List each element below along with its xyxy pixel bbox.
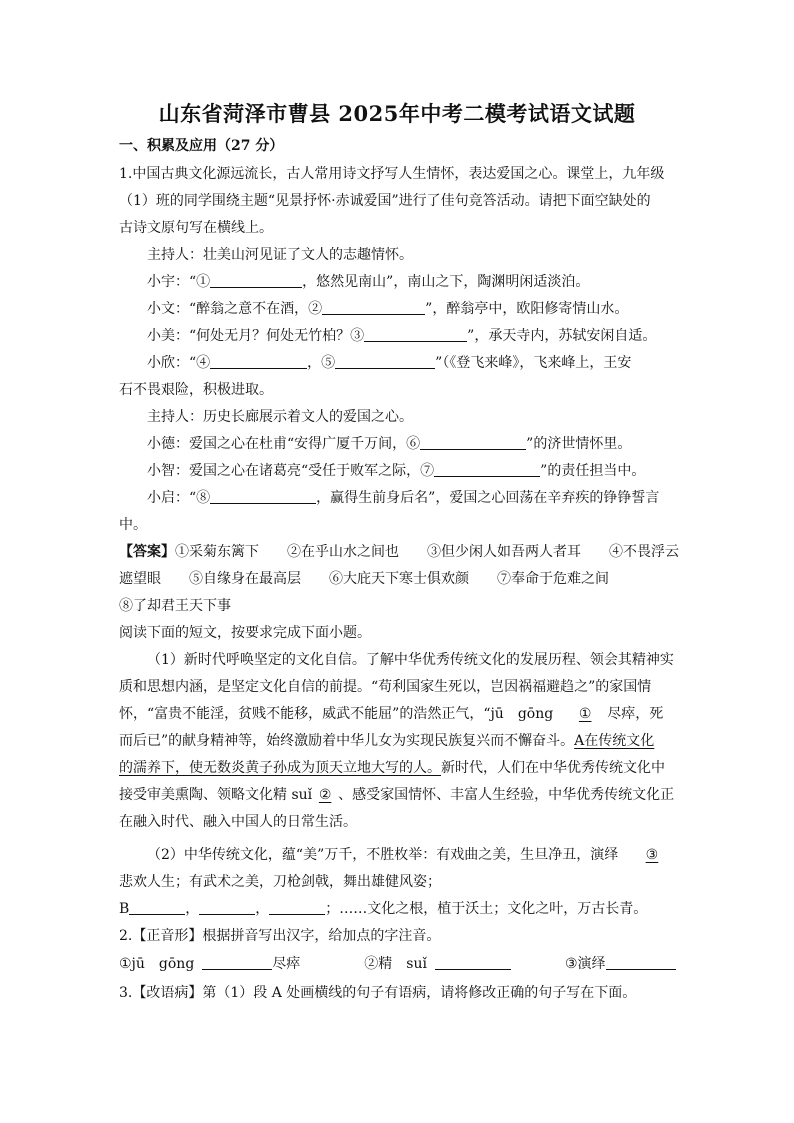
para2-line2: 悲欢人生；有武术之美，刀枪剑戟，舞出雄健风姿； (119, 874, 441, 890)
xiaoxin-text-c: ”（《登飞来峰》，飞来峰上，王安 (435, 355, 632, 371)
blank-1[interactable] (210, 272, 302, 288)
host-line-1: 主持人：壮美山河见证了文人的志趣情怀。 (147, 247, 413, 263)
xiaoqi-text-b: ，赢得生前身后名”，爱国之心回荡在辛弃疾的铮铮誓言 (316, 490, 660, 506)
xiaode-text-a: 小德：爱国之心在杜甫“安得广厦千万间，⑥ (147, 436, 421, 452)
xiaowen-text-a: 小文：“醉翁之意不在酒，② (147, 301, 323, 317)
answer-line-2 (119, 569, 609, 589)
xiaoqi-line (147, 488, 659, 508)
q1-line1: 1.中国古典文化源远流长，古人常用诗文抒写人生情怀，表达爱国之心。课堂上，九年级 (119, 166, 665, 182)
para1-line4-text: 而后已”的献身精神等，始终激励着中华儿女为实现民族复兴而不懈奋斗。 (119, 733, 575, 749)
q2-title: 2.【正音形】根据拼音写出汉字，给加点的字注音。 (119, 928, 441, 944)
blank-b-3[interactable] (269, 899, 325, 915)
para1-line3 (119, 704, 663, 724)
xiaomei-line (147, 326, 656, 346)
comma-1: ， (185, 901, 200, 917)
q2-blank-3[interactable] (606, 954, 676, 970)
q1-line3: 古诗文原句写在横线上。 (119, 220, 273, 236)
xiaowen-text-b: ”，醉翁亭中，欧阳修寄情山水。 (425, 301, 629, 317)
blank-pinyin-2[interactable]: ② (318, 787, 332, 803)
xiaowen-line (147, 299, 628, 319)
page-title: 山东省菏泽市曹县 2025年中考二模考试语文试题 (158, 101, 636, 126)
answer-6: ⑥大庇天下寒士俱欢颜 (329, 571, 469, 587)
semicolon: ； (325, 901, 340, 917)
xiaoyu-text-a: 小宇：“① (147, 274, 211, 290)
q2-item3-label: ③演绎 (564, 956, 606, 972)
xiaode-text-b: ”的济世情怀里。 (526, 436, 632, 452)
xiaoqi-line-2: 中。 (119, 517, 147, 533)
q2-item1-label: ①jū gōng (119, 956, 195, 972)
xiaoxin-text-b: ，⑤ (307, 355, 336, 371)
xiaoyu-text-b: ，悠然见南山”，南山之下，陶渊明闲适淡泊。 (302, 274, 590, 290)
para2-line1-text: （2）中华传统文化，蕴“美”万千，不胜枚举：有戏曲之美，生旦净丑，演绎 (147, 847, 619, 863)
answer-line-3: ⑧了却君王天下事 (119, 598, 231, 614)
para1-line4 (119, 731, 654, 751)
q2-item2-label: ②精 suǐ (364, 956, 427, 972)
host-line-2: 主持人：历史长廊展示着文人的爱国之心。 (147, 409, 413, 425)
blank-7[interactable] (434, 461, 540, 477)
blank-6[interactable] (420, 434, 526, 450)
reading-intro: 阅读下面的短文，按要求完成下面小题。 (119, 625, 371, 641)
blank-pinyin-1[interactable]: ① (578, 706, 592, 722)
para1-line5-text: 新时代，人们在中华优秀传统文化中 (441, 760, 665, 776)
answer-line-1 (119, 542, 679, 562)
para1-line2: 质和思想内涵，是坚定文化自信的前提。“苟利国家生死以，岂因祸福避趋之”的家国情 (119, 679, 652, 695)
xiaozhi-line (147, 461, 645, 481)
blank-3[interactable] (364, 326, 467, 342)
para1-line6 (119, 785, 674, 805)
blank-2[interactable] (322, 299, 425, 315)
xiaozhi-text-b: ”的责任担当中。 (540, 463, 646, 479)
xiaode-line (147, 434, 631, 454)
xiaoqi-text-a: 小启：“⑧ (147, 490, 211, 506)
q2-blank-2[interactable] (435, 954, 511, 970)
answer-3: ③但少闲人如吾两人者耳 (427, 544, 581, 560)
para2-line3-text: ……文化之根，植于沃土；文化之叶，万古长青。 (339, 901, 648, 917)
para1-line1: （1）新时代呼唤坚定的文化自信。了解中华优秀传统文化的发展历程、领会其精神实 (147, 652, 674, 668)
para1-line3-text: 怀，“富贵不能淫，贫贱不能移，威武不能屈”的浩然正气，“jū gōng (119, 706, 554, 722)
comma-2: ， (255, 901, 270, 917)
para1-line7: 在融入时代、融入中国人的日常生活。 (119, 814, 357, 830)
q2-blank-1[interactable] (202, 954, 272, 970)
q2-item1-word: 尽瘁 (272, 956, 301, 972)
xiaomei-text-b: ”，承天寺内，苏轼安闲自适。 (467, 328, 657, 344)
sentence-a-underline-1: A在传统文化 (574, 733, 655, 749)
answer-4: ④不畏浮云 (609, 544, 679, 560)
answer-4b: 遮望眼 (119, 571, 161, 587)
para2-line3 (119, 899, 647, 919)
xiaoxin-line (147, 353, 631, 373)
q3-title: 3.【改语病】第（1）段 A 处画横线的句子有语病，请将修改正确的句子写在下面。 (119, 985, 637, 1001)
xiaoxin-line-2: 石不畏艰险，积极进取。 (119, 382, 273, 398)
blank-4[interactable] (210, 353, 307, 369)
sentence-a-underline-2: 的濡养下，使无数炎黄子孙成为顶天立地大写的人。 (119, 760, 441, 776)
answer-1: ①采菊东篱下 (175, 544, 259, 560)
para1-line6-text-a: 接受审美熏陶、领略文化精 suǐ (119, 787, 313, 803)
blank-b-1[interactable] (129, 899, 185, 915)
para2-line1 (147, 845, 658, 865)
xiaomei-text-a: 小美：“何处无月？何处无竹柏？③ (147, 328, 365, 344)
answer-7: ⑦奉命于危难之间 (497, 571, 609, 587)
blank-8[interactable] (210, 488, 316, 504)
q1-line2: （1）班的同学围绕主题“见景抒怀·赤诚爱国”进行了佳句竞答活动。请把下面空缺处的 (119, 193, 651, 209)
para1-line3-end: 尽瘁，死 (607, 706, 664, 722)
label-b: B (119, 901, 130, 917)
xiaoyu-line (147, 272, 589, 292)
xiaozhi-text-a: 小智：爱国之心在诸葛亮“受任于败军之际，⑦ (147, 463, 435, 479)
blank-b-2[interactable] (199, 899, 255, 915)
para1-line5 (119, 758, 665, 778)
xiaoxin-text-a: 小欣：“④ (147, 355, 211, 371)
answer-2: ②在乎山水之间也 (287, 544, 399, 560)
answer-5: ⑤自缘身在最高层 (189, 571, 301, 587)
q2-items (119, 954, 676, 974)
section-heading: 一、积累及应用（27 分） (119, 138, 284, 154)
para1-line6-text-b: 、感受家国情怀、丰富人生经验，中华优秀传统文化正 (338, 787, 675, 803)
blank-pinyin-3[interactable]: ③ (645, 847, 659, 863)
blank-5[interactable] (335, 353, 435, 369)
answer-label: 【答案】 (119, 544, 175, 560)
